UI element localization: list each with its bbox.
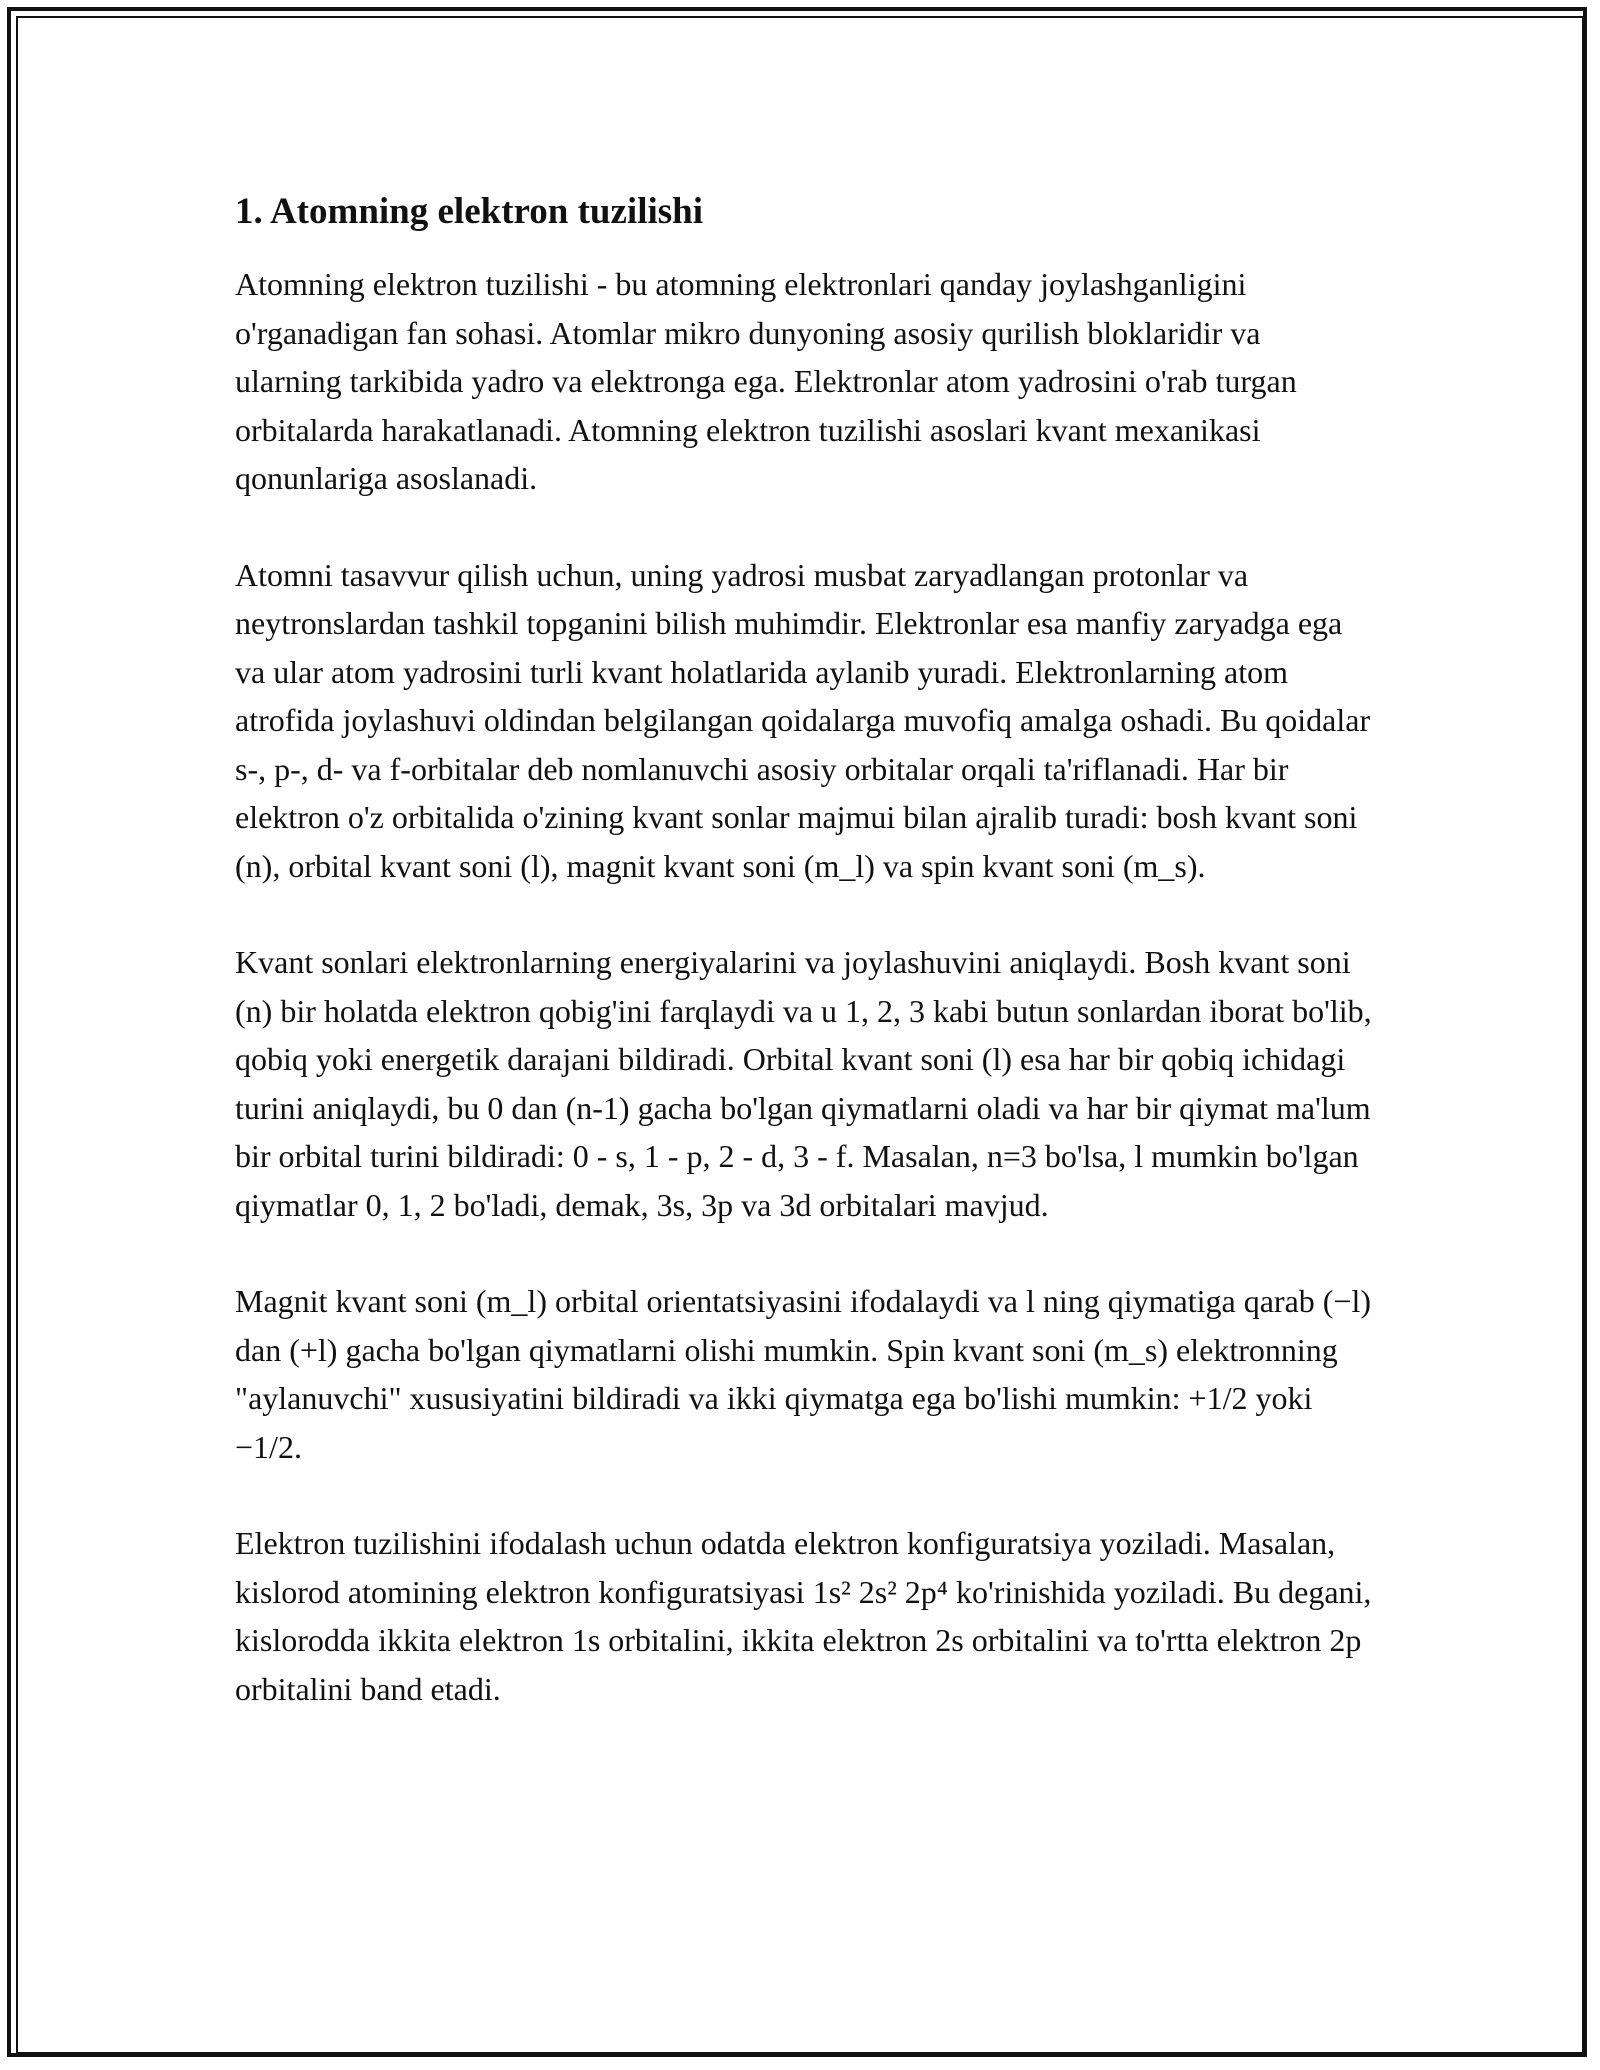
paragraph-quantum-numbers: Kvant sonlari elektronlarning energiyalarini va joylashuvini aniqlaydi. Bosh kvant soni (n) bir holatda elektron qobig'ini farqlaydi va u 1, 2, 3 kabi butun sonlardan iborat bo'lib, qobiq yoki energetik darajani bildiradi. Orbital kvant soni (l) esa har bir qobiq ichidagi turini aniqlaydi, bu 0 dan (n-1) gacha bo'lgan qiymatlarni oladi va har bir qiymat ma'lum bir orbital turini bildiradi: 0 - s, 1 - p, 2 - d, 3 - f. Masalan, n=3 bo'lsa, l mumkin bo'lgan qiymatlar 0, 1, 2 bo'ladi, demak, 3s, 3p va 3d orbitalari mavjud. bbox=[235, 944, 1372, 1223]
document-body bbox=[235, 186, 1375, 1761]
paragraph-magnetic-spin: Magnit kvant soni (m_l) orbital orientatsiyasini ifodalaydi va l ning qiymatiga qarab (−l) dan (+l) gacha bo'lgan qiymatlarni olishi mumkin. Spin kvant soni (m_s) elektronning "aylanuvchi" xususiyatini bildiradi va ikki qiymatga ega bo'lishi mumkin: +1/2 yoki −1/2. bbox=[235, 1283, 1372, 1465]
section-heading: 1. Atomning elektron tuzilishi bbox=[235, 191, 704, 232]
paragraph-nucleus: Atomni tasavvur qilish uchun, uning yadrosi musbat zaryadlangan protonlar va neytronslardan tashkil topganini bilish muhimdir. Elektronlar esa manfiy zaryadga ega va ular atom yadrosini turli kvant holatlarida aylanib yuradi. Elektronlarning atom atrofida joylashuvi oldindan belgilangan qoidalarga muvofiq amalga oshadi. Bu qoidalar s-, p-, d- va f-orbitalar deb nomlanuvchi asosiy orbitalar orqali ta'riflanadi. Har bir elektron o'z orbitalida o'zining kvant sonlar majmui bilan ajralib turadi: bosh kvant soni (n), orbital kvant soni (l), magnit kvant soni (m_l) va spin kvant soni (m_s). bbox=[235, 556, 1371, 884]
paragraph-configuration: Elektron tuzilishini ifodalash uchun odatda elektron konfiguratsiya yoziladi. Masalan, kislorod atomining elektron konfiguratsiyasi 1s² 2s² 2p⁴ ko'rinishida yoziladi. Bu degani, kislorodda ikkita elektron 1s orbitalini, ikkita elektron 2s orbitalini va to'rtta elektron 2p orbitalini band etadi. bbox=[235, 1525, 1372, 1707]
paragraph-intro: Atomning elektron tuzilishi - bu atomning elektronlari qanday joylashganligini o'rganadigan fan sohasi. Atomlar mikro dunyoning asosiy qurilish bloklaridir va ularning tarkibida yadro va elektronga ega. Elektronlar atom yadrosini o'rab turgan orbitalarda harakatlanadi. Atomning elektron tuzilishi asoslari kvant mexanikasi qonunlariga asoslanadi. bbox=[235, 266, 1297, 496]
